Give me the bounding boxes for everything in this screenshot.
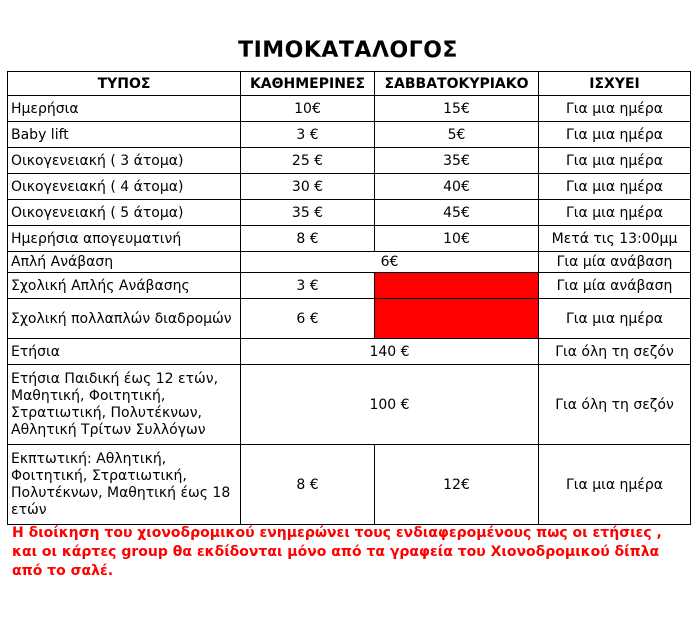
row-valid: Μετά τις 13:00μμ	[539, 226, 691, 252]
row-valid: Για μία ανάβαση	[539, 252, 691, 273]
row-weekday: 8 €	[241, 226, 375, 252]
row-combined-price: 6€	[241, 252, 539, 273]
header-weekday: ΚΑΘΗΜΕΡΙΝΕΣ	[241, 72, 375, 96]
table-row	[8, 148, 691, 174]
row-weekday: 30 €	[241, 174, 375, 200]
row-type: Οικογενειακή ( 5 άτομα)	[8, 200, 241, 226]
table-row	[8, 273, 691, 299]
row-type: Ετήσια	[8, 339, 241, 365]
row-type: Οικογενειακή ( 4 άτομα)	[8, 174, 241, 200]
row-type: Σχολική πολλαπλών διαδρομών	[8, 299, 241, 339]
table-row	[8, 200, 691, 226]
table-row	[8, 174, 691, 200]
row-weekend: 35€	[375, 148, 539, 174]
row-weekend: 10€	[375, 226, 539, 252]
row-valid: Για όλη τη σεζόν	[539, 365, 691, 445]
table-row	[8, 226, 691, 252]
table-row	[8, 339, 691, 365]
notice-text: Η διοίκηση του χιονοδρομικού ενημερώνει τους ενδιαφερομένους πως οι ετήσιες , και οι κάρτες group θα εκδίδονται μόνο από τα γραφεία του Χιονοδρομικού δίπλα από το σαλέ.	[12, 525, 662, 579]
row-type: Ετήσια Παιδική έως 12 ετών, Μαθητική, Φοιτητική, Στρατιωτική, Πολυτέκνων, Αθλητική Τρίτων Συλλόγων	[8, 365, 241, 445]
row-weekday: 3 €	[241, 273, 375, 299]
row-valid: Για μία ανάβαση	[539, 273, 691, 299]
row-type: Σχολική Απλής Ανάβασης	[8, 273, 241, 299]
table-row	[8, 96, 691, 122]
row-type: Ημερήσια	[8, 96, 241, 122]
row-weekday: 35 €	[241, 200, 375, 226]
row-type: Απλή Ανάβαση	[8, 252, 241, 273]
row-weekday: 6 €	[241, 299, 375, 339]
price-table	[7, 71, 691, 525]
row-type: Baby lift	[8, 122, 241, 148]
row-valid: Για όλη τη σεζόν	[539, 339, 691, 365]
table-row	[8, 365, 691, 445]
row-valid: Για μια ημέρα	[539, 174, 691, 200]
header-weekend: ΣΑΒΒΑΤΟΚΥΡΙΑΚΟ	[375, 72, 539, 96]
page-title: ΤΙΜΟΚΑΤΑΛΟΓΟΣ	[238, 38, 458, 63]
row-valid: Για μια ημέρα	[539, 96, 691, 122]
table-row	[8, 445, 691, 525]
row-type: Οικογενειακή ( 3 άτομα)	[8, 148, 241, 174]
header-valid: ΙΣΧΥΕΙ	[539, 72, 691, 96]
unavailable-weekend-cell	[375, 299, 539, 339]
row-weekend: 40€	[375, 174, 539, 200]
row-weekend: 12€	[375, 445, 539, 525]
row-valid: Για μια ημέρα	[539, 299, 691, 339]
row-weekday: 8 €	[241, 445, 375, 525]
row-weekday: 3 €	[241, 122, 375, 148]
table-row	[8, 252, 691, 273]
unavailable-weekend-cell	[375, 273, 539, 299]
row-type: Εκπτωτική: Αθλητική, Φοιτητική, Στρατιωτική, Πολυτέκνων, Μαθητική έως 18 ετών	[8, 445, 241, 525]
row-weekday: 25 €	[241, 148, 375, 174]
row-combined-price: 100 €	[241, 365, 539, 445]
row-weekend: 5€	[375, 122, 539, 148]
row-weekday: 10€	[241, 96, 375, 122]
row-valid: Για μια ημέρα	[539, 445, 691, 525]
row-combined-price: 140 €	[241, 339, 539, 365]
row-weekend: 15€	[375, 96, 539, 122]
row-valid: Για μια ημέρα	[539, 122, 691, 148]
row-valid: Για μια ημέρα	[539, 200, 691, 226]
table-header-row	[8, 72, 691, 96]
row-weekend: 45€	[375, 200, 539, 226]
row-valid: Για μια ημέρα	[539, 148, 691, 174]
header-type: ΤΥΠΟΣ	[8, 72, 241, 96]
table-row	[8, 299, 691, 339]
row-type: Ημερήσια απογευματινή	[8, 226, 241, 252]
table-row	[8, 122, 691, 148]
